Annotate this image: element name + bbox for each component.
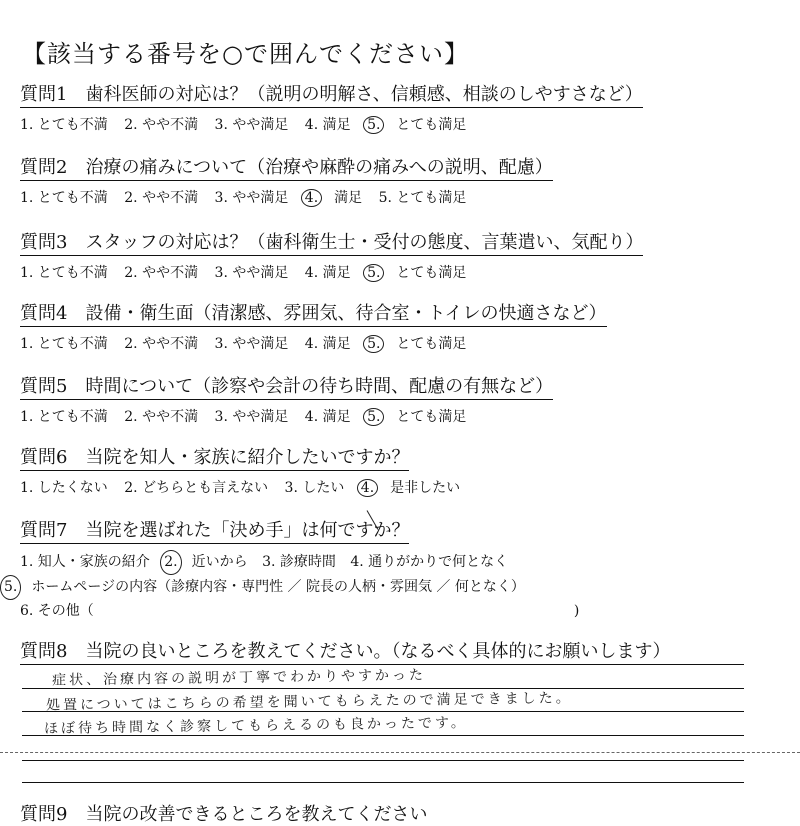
options	[20, 114, 643, 134]
option-3[interactable]: 3. やや満足	[214, 409, 289, 425]
question-1	[20, 80, 643, 134]
question-5	[20, 372, 553, 426]
option-4[interactable]: 4. 通りがかりで何となく	[350, 554, 509, 570]
option-4[interactable]: 4. 満足	[304, 336, 351, 352]
options	[20, 477, 472, 497]
option-5-circled[interactable]: 5.	[363, 116, 384, 134]
question-7	[4, 516, 589, 623]
option-5-circled[interactable]: 5.	[363, 408, 384, 426]
option-1[interactable]: 1. とても不満	[20, 117, 108, 133]
option-3[interactable]: 3. したい	[284, 480, 345, 496]
handwritten-answer-2: 処置についてはこちらの希望を聞いてもらえたので満足できました。	[45, 690, 573, 714]
option-2[interactable]: 2. やや不満	[124, 336, 199, 352]
option-6-other[interactable]: 6. その他（	[20, 603, 94, 619]
answer-line	[22, 782, 744, 783]
question-4	[20, 299, 607, 353]
option-3[interactable]: 3. やや満足	[214, 336, 289, 352]
option-4-label: 是非したい	[390, 480, 461, 496]
option-4[interactable]: 4. 満足	[304, 265, 351, 281]
option-5-circled[interactable]: 5.	[363, 264, 384, 282]
option-1[interactable]: 1. したくない	[20, 480, 108, 496]
question-title: 質問4 設備・衛生面（清潔感、雰囲気、待合室・トイレの快適さなど）	[20, 299, 607, 327]
option-5[interactable]: 5. とても満足	[378, 190, 467, 206]
options-row-1	[20, 550, 589, 575]
option-5-label: とても満足	[396, 117, 467, 133]
option-5-circled[interactable]: 5.	[0, 575, 21, 600]
option-3[interactable]: 3. やや満足	[214, 190, 289, 206]
option-5-label: とても満足	[396, 265, 467, 281]
option-3[interactable]: 3. やや満足	[214, 117, 289, 133]
question-title: 質問5 時間について（診察や会計の待ち時間、配慮の有無など）	[20, 372, 553, 400]
option-1[interactable]: 1. とても不満	[20, 409, 108, 425]
option-2-circled[interactable]: 2.	[160, 550, 181, 575]
option-4-label: 満足	[334, 190, 363, 206]
option-1[interactable]: 1. とても不満	[20, 190, 108, 206]
option-6-close-paren: )	[573, 603, 580, 619]
option-2[interactable]: 2. やや不満	[124, 265, 199, 281]
options-row-3	[20, 600, 589, 623]
question-title: 質問6 当院を知人・家族に紹介したいですか？	[20, 443, 409, 471]
question-6	[20, 443, 472, 497]
answer-line	[22, 760, 744, 761]
option-4[interactable]: 4. 満足	[304, 409, 351, 425]
page-fold-line	[0, 752, 800, 753]
question-title: 質問7 当院を選ばれた「決め手」は何ですか？	[20, 516, 409, 544]
option-1[interactable]: 1. とても不満	[20, 265, 108, 281]
option-4[interactable]: 4. 満足	[304, 117, 351, 133]
question-title: 質問3 スタッフの対応は？（歯科衛生士・受付の態度、言葉遣い、気配り）	[20, 228, 643, 256]
question-title: 質問1 歯科医師の対応は？（説明の明解さ、信頼感、相談のしやすさなど）	[20, 80, 643, 108]
options	[20, 187, 553, 207]
option-2[interactable]: 2. やや不満	[124, 117, 199, 133]
option-1[interactable]: 1. とても不満	[20, 336, 108, 352]
question-2	[20, 153, 553, 207]
option-3[interactable]: 3. 診療時間	[262, 554, 336, 570]
option-5-label: とても満足	[396, 336, 467, 352]
options	[20, 262, 643, 282]
option-5-label: とても満足	[396, 409, 467, 425]
option-5-circled[interactable]: 5.	[363, 335, 384, 353]
option-5-label: ホームページの内容（診療内容・専門性 ／ 院長の人柄・雰囲気 ／ 何となく）	[31, 579, 525, 595]
option-3[interactable]: 3. やや満足	[214, 265, 289, 281]
option-2-label: 近いから	[191, 554, 248, 570]
options-row-2	[4, 575, 589, 600]
options	[4, 550, 589, 623]
option-1[interactable]: 1. 知人・家族の紹介	[20, 554, 150, 570]
option-2[interactable]: 2. やや不満	[124, 190, 199, 206]
question-8	[20, 637, 670, 665]
options	[20, 406, 553, 426]
question-title: 質問2 治療の痛みについて（治療や麻酔の痛みへの説明、配慮）	[20, 153, 553, 181]
option-4-circled[interactable]: 4.	[301, 189, 322, 207]
question-title: 質問8 当院の良いところを教えてください。（なるべく具体的にお願いします）	[20, 637, 670, 665]
handwritten-answer-1: 症状、治療内容の説明が丁寧でわかりやすかった	[51, 667, 427, 689]
option-2[interactable]: 2. やや不満	[124, 409, 199, 425]
form-header: 【該当する番号を○で囲んでください】	[22, 40, 469, 68]
question-9-title: 質問9 当院の改善できるところを教えてください	[20, 804, 428, 825]
option-2[interactable]: 2. どちらとも言えない	[124, 480, 269, 496]
options	[20, 333, 607, 353]
option-4-circled[interactable]: 4.	[357, 479, 378, 497]
question-3	[20, 228, 643, 282]
handwritten-answer-3: ほぼ待ち時間なく診察してもらえるのも良かったです。	[43, 715, 468, 737]
